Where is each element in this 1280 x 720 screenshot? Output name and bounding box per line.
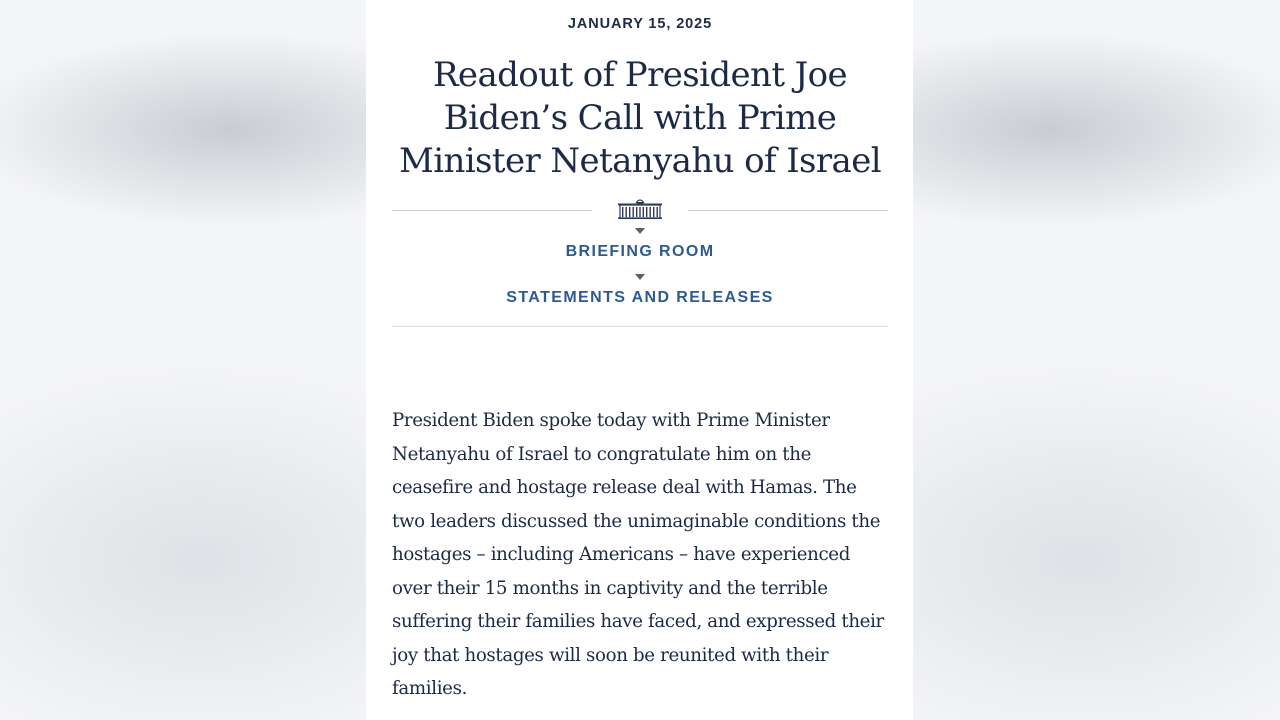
white-house-icon: [617, 196, 663, 220]
divider-line-right: [688, 210, 888, 211]
breadcrumb-briefing-room[interactable]: BRIEFING ROOM: [565, 243, 715, 260]
article-title: [392, 54, 888, 183]
title-divider: [392, 196, 888, 226]
caret-down-icon: [635, 228, 645, 234]
article-body: President Biden spoke today with Prime Minister Netanyahu of Israel to congratulate him on the ceasefire and hostage release deal with Hamas. The two leaders discussed the unimaginable conditions the hostages – including Americans – have experienced over their 15 months in captivity and the terrible suffering their families have faced, and expressed their joy that hostages will soon be reunited with their families.: [392, 410, 884, 699]
article-page: [366, 0, 913, 720]
header-rule: [392, 326, 888, 327]
caret-down-icon: [635, 274, 645, 280]
breadcrumb-statements-and-releases[interactable]: STATEMENTS AND RELEASES: [506, 289, 774, 306]
article-title-text: Readout of President Joe Biden’s Call with Prime Minister Netanyahu of Israel: [399, 55, 881, 181]
divider-line-left: [392, 210, 592, 211]
publish-date: JANUARY 15, 2025: [567, 16, 713, 32]
